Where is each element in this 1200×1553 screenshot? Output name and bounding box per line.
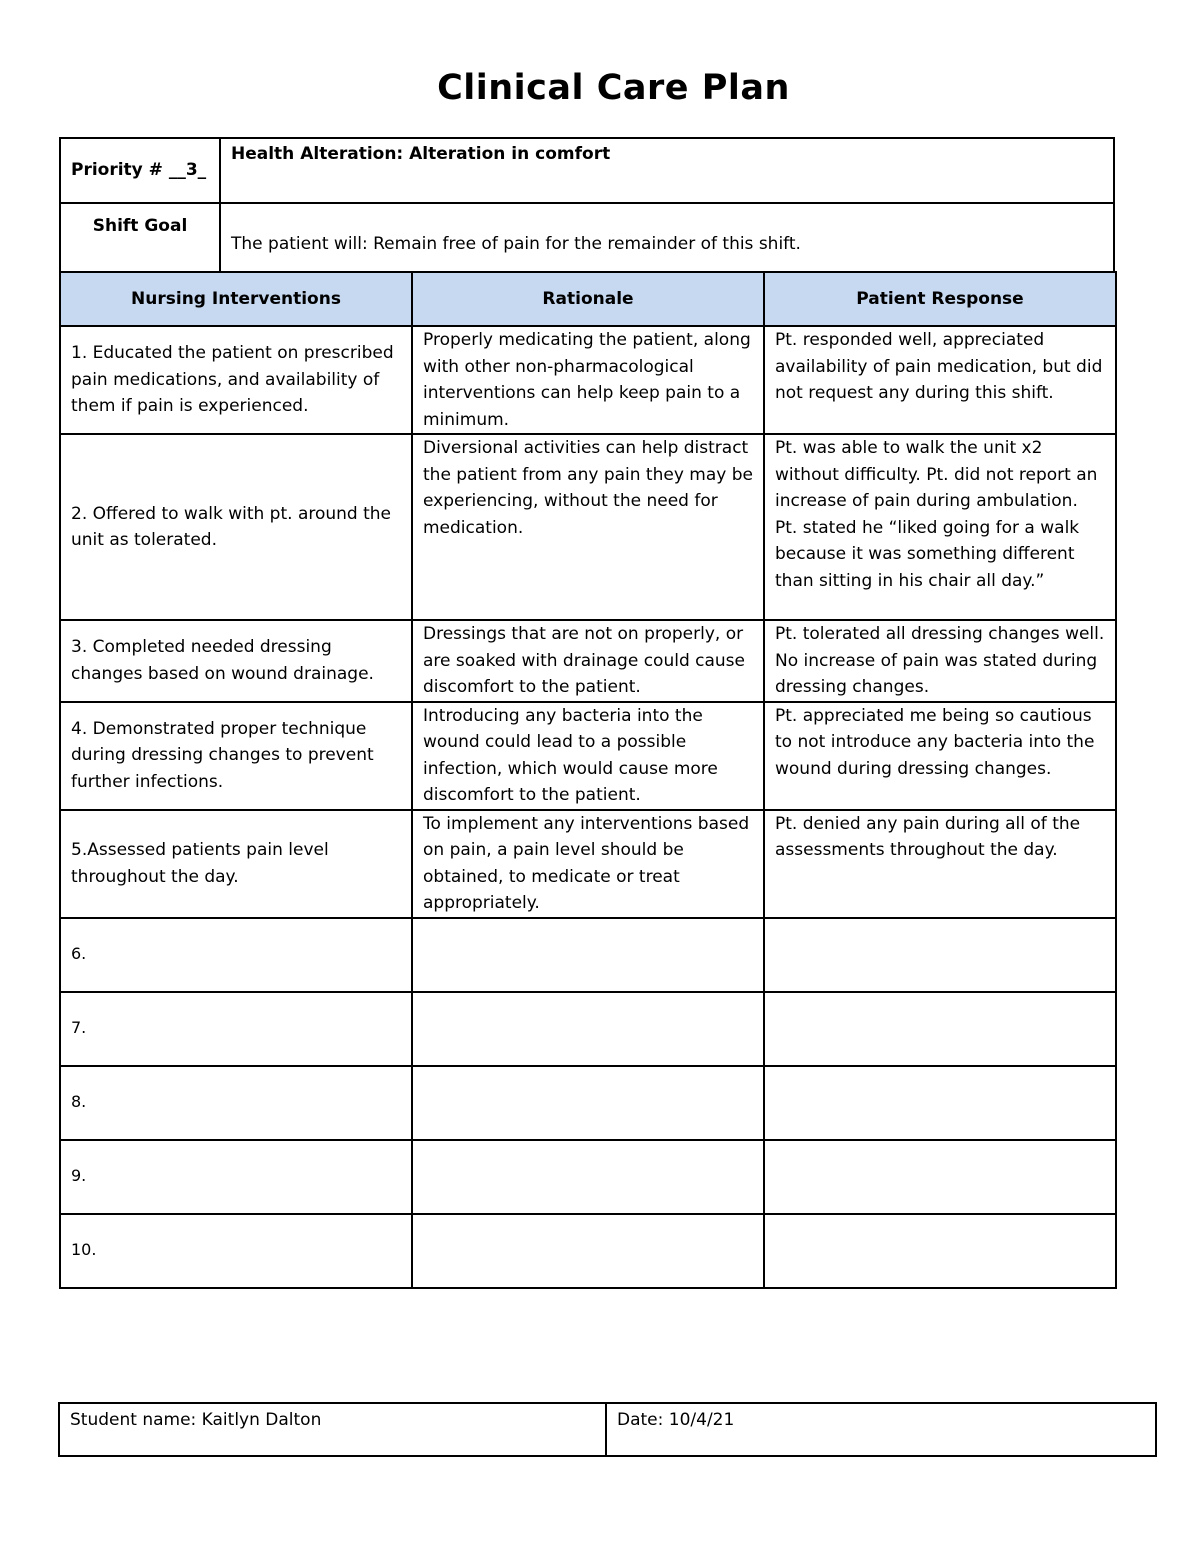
table-row: [60, 1140, 1116, 1214]
table-row: [60, 702, 1116, 810]
interventions-table: [59, 271, 1117, 1289]
response-cell: Pt. responded well, appreciated availability of pain medication, but did not request any during this shift.: [764, 326, 1116, 434]
rationale-cell: [412, 1214, 764, 1288]
rationale-cell: Properly medicating the patient, along with other non-pharmacological interventions can help keep pain to a minimum.: [412, 326, 764, 434]
rationale-cell: [412, 992, 764, 1066]
table-row: [60, 918, 1116, 992]
rationale-cell: Introducing any bacteria into the wound could lead to a possible infection, which would cause more discomfort to the patient.: [412, 702, 764, 810]
intervention-cell: 5.Assessed patients pain level throughout the day.: [60, 810, 412, 918]
intervention-cell: 2. Offered to walk with pt. around the unit as tolerated.: [60, 434, 412, 620]
response-cell: [764, 1214, 1116, 1288]
table-row: [60, 620, 1116, 702]
table-row: [60, 434, 1116, 620]
rationale-cell: [412, 918, 764, 992]
table-row: [60, 992, 1116, 1066]
priority-label: Priority # __3_: [60, 138, 220, 203]
shift-goal-text: The patient will: Remain free of pain for the remainder of this shift.: [220, 203, 1114, 272]
table-header-row: [60, 272, 1116, 326]
response-cell: Pt. denied any pain during all of the assessments throughout the day.: [764, 810, 1116, 918]
rationale-cell: Dressings that are not on properly, or are soaked with drainage could cause discomfort to the patient.: [412, 620, 764, 702]
intervention-cell: 10.: [60, 1214, 412, 1288]
table-row: [60, 810, 1116, 918]
rationale-cell: To implement any interventions based on pain, a pain level should be obtained, to medicate or treat appropriately.: [412, 810, 764, 918]
page-title: Clinical Care Plan: [437, 68, 790, 108]
footer-table: [58, 1402, 1157, 1457]
rationale-cell: [412, 1140, 764, 1214]
plan-header-table: [59, 137, 1115, 273]
shift-goal-label: Shift Goal: [60, 203, 220, 272]
date-field: Date: 10/4/21: [606, 1403, 1156, 1456]
table-row: [60, 326, 1116, 434]
rationale-cell: Diversional activities can help distract the patient from any pain they may be experiencing, without the need for medication.: [412, 434, 764, 620]
student-name: Student name: Kaitlyn Dalton: [59, 1403, 606, 1456]
rationale-cell: [412, 1066, 764, 1140]
response-cell: [764, 918, 1116, 992]
response-cell: [764, 992, 1116, 1066]
column-header: Rationale: [412, 272, 764, 326]
column-header: Patient Response: [764, 272, 1116, 326]
table-row: [60, 1214, 1116, 1288]
intervention-cell: 9.: [60, 1140, 412, 1214]
response-cell: Pt. was able to walk the unit x2 without difficulty. Pt. did not report an increase of pain during ambulation. Pt. stated he “liked going for a walk because it was something different than sitting in his chair all day.”: [764, 434, 1116, 620]
response-cell: [764, 1140, 1116, 1214]
health-alteration-label: Health Alteration: Alteration in comfort: [220, 138, 1114, 203]
intervention-cell: 3. Completed needed dressing changes based on wound drainage.: [60, 620, 412, 702]
intervention-cell: 4. Demonstrated proper technique during dressing changes to prevent further infections.: [60, 702, 412, 810]
response-cell: [764, 1066, 1116, 1140]
intervention-cell: 1. Educated the patient on prescribed pain medications, and availability of them if pain is experienced.: [60, 326, 412, 434]
table-row: [60, 1066, 1116, 1140]
column-header: Nursing Interventions: [60, 272, 412, 326]
response-cell: Pt. tolerated all dressing changes well. No increase of pain was stated during dressing changes.: [764, 620, 1116, 702]
intervention-cell: 7.: [60, 992, 412, 1066]
response-cell: Pt. appreciated me being so cautious to not introduce any bacteria into the wound during dressing changes.: [764, 702, 1116, 810]
intervention-cell: 8.: [60, 1066, 412, 1140]
intervention-cell: 6.: [60, 918, 412, 992]
